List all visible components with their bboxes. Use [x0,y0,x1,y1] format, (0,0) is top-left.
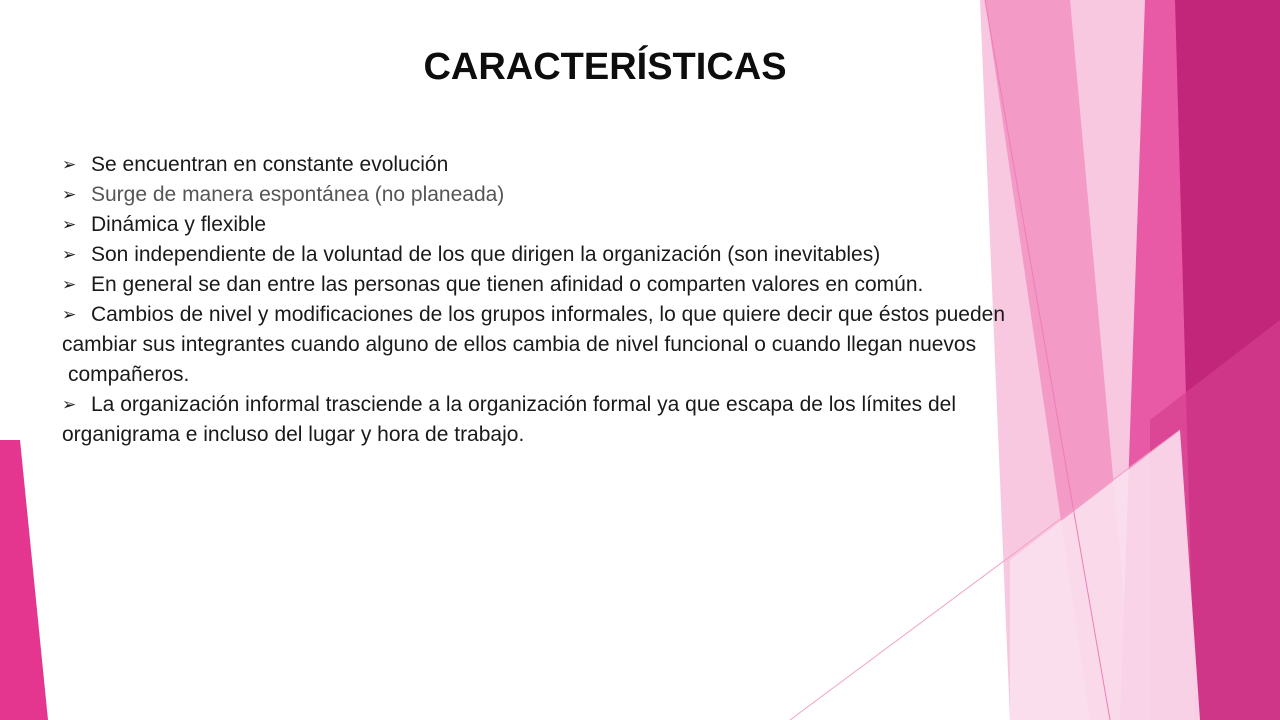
arrow-bullet-icon: ➢ [62,245,77,265]
arrow-bullet-icon: ➢ [62,215,77,235]
list-continuation: compañeros. [68,363,190,386]
list-item: ➢ Son independiente de la voluntad de los que dirigen la organización (son inevitables) [62,240,1038,270]
characteristics-list [62,150,1038,450]
left-pink-bar [0,440,48,720]
arrow-bullet-icon: ➢ [62,185,77,205]
arrow-bullet-icon: ➢ [62,275,77,295]
list-continuation: organigrama e incluso del lugar y hora de trabajo. [62,423,525,446]
list-continuation: cambiar sus integrantes cuando alguno de ellos cambia de nivel funcional o cuando llegan nuevos [62,333,977,356]
list-item: ➢ Se encuentran en constante evolución [62,150,1038,180]
arrow-bullet-icon: ➢ [62,305,77,325]
list-item: ➢ Surge de manera espontánea (no planeada) [62,180,1038,210]
list-item: ➢ Cambios de nivel y modificaciones de los grupos informales, lo que quiere decir que éstos pueden [62,300,1038,330]
slide-title: CARACTERÍSTICAS [423,46,787,88]
list-item: ➢ Dinámica y flexible [62,210,1038,240]
list-item: ➢ La organización informal trasciende a la organización formal ya que escapa de los límites del [62,390,1038,420]
arrow-bullet-icon: ➢ [62,155,77,175]
arrow-bullet-icon: ➢ [62,395,77,415]
list-item: ➢ En general se dan entre las personas que tienen afinidad o comparten valores en común. [62,270,1038,300]
